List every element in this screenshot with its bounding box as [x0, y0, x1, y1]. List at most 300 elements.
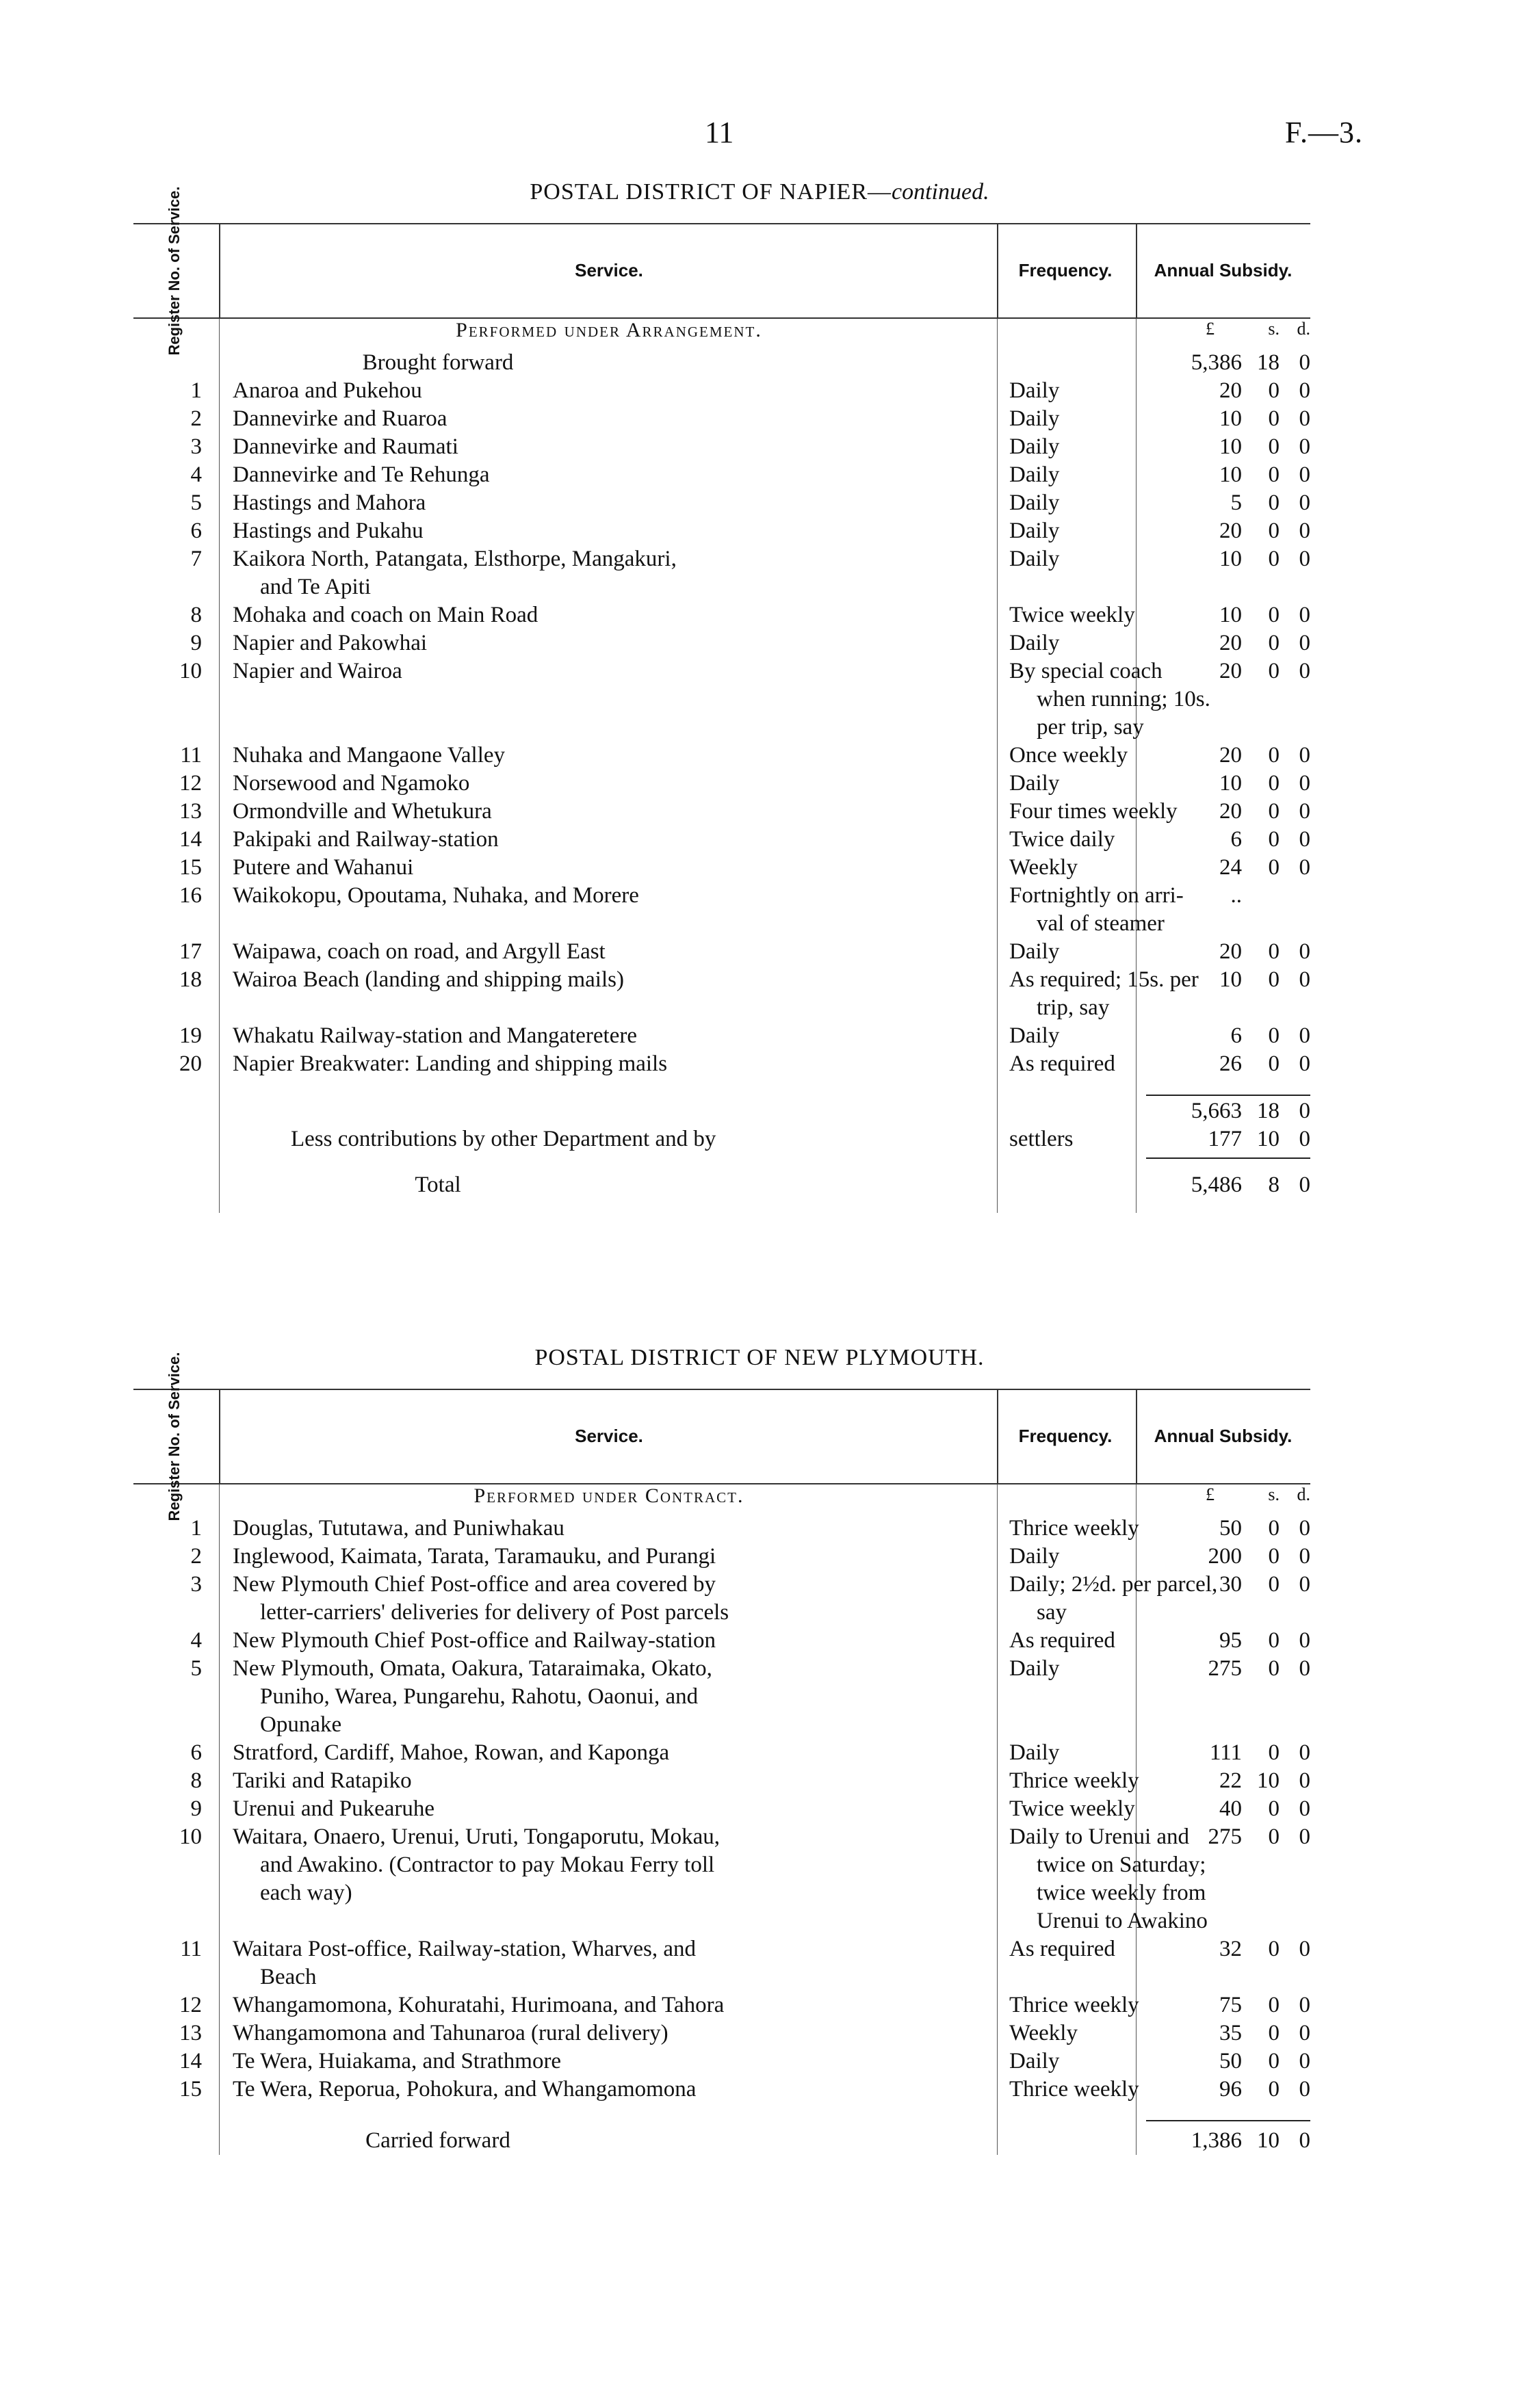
- service-line: Nuhaka and Mangaone Valley: [233, 743, 506, 768]
- subsidy-pounds: 26: [1219, 1051, 1242, 1076]
- carried-forward-row: [133, 2127, 1310, 2155]
- register-number: 14: [179, 827, 202, 852]
- table-row: [133, 629, 1310, 657]
- subsidy-pence: 0: [1299, 1051, 1310, 1076]
- subsidy-pence: 0: [1299, 771, 1310, 796]
- subsidy-pounds: 20: [1219, 743, 1242, 768]
- subsidy-shillings: 0: [1268, 2021, 1280, 2045]
- service-description: [233, 601, 985, 629]
- table-row: [133, 1022, 1310, 1050]
- napier-title: [0, 179, 1519, 205]
- service-description: [233, 1935, 985, 1991]
- subsidy-shillings: 0: [1268, 1544, 1280, 1569]
- subsidy-shillings: 0: [1268, 2049, 1280, 2073]
- service-description: [233, 2047, 985, 2076]
- column-divider: [219, 1390, 220, 1483]
- service-line: Whangamomona and Tahunaroa (rural delivery): [233, 2021, 668, 2045]
- subsidy-pounds: 1,386: [1191, 2128, 1242, 2153]
- service-line: Waitara Post-office, Railway-station, Wharves, and: [233, 1937, 696, 1961]
- register-number: 5: [190, 490, 202, 515]
- frequency-line: Thrice weekly: [1009, 1768, 1139, 1793]
- subsidy-pounds: 50: [1219, 2049, 1242, 2073]
- register-number: 5: [190, 1656, 202, 1681]
- service-line: Dannevirke and Te Rehunga: [233, 462, 490, 487]
- subsidy-shillings: 0: [1268, 490, 1280, 515]
- subsidy-pounds: 6: [1230, 1023, 1242, 1048]
- subsidy-pounds: 20: [1219, 939, 1242, 964]
- subsidy-pounds: 111: [1209, 1740, 1242, 1765]
- total-label: Total: [415, 1173, 461, 1197]
- frequency-line: Twice weekly: [1009, 1796, 1135, 1821]
- service-line: Napier and Wairoa: [233, 659, 402, 683]
- table-row: [133, 2076, 1310, 2104]
- new-plymouth-title: POSTAL DISTRICT OF NEW PLYMOUTH.: [534, 1345, 985, 1370]
- service-description: [233, 1543, 985, 1571]
- service-line: Dannevirke and Ruaroa: [233, 406, 447, 431]
- subsidy-pounds: 10: [1219, 434, 1242, 459]
- service-line: Kaikora North, Patangata, Elsthorpe, Mangakuri,: [233, 547, 677, 571]
- subsidy-shillings: 10: [1257, 1127, 1280, 1151]
- service-line: Douglas, Tututawa, and Puniwhakau: [233, 1516, 564, 1541]
- subsidy-shillings: 18: [1257, 1099, 1280, 1123]
- table-row: [133, 1571, 1310, 1627]
- subsidy-pence: 0: [1299, 1173, 1310, 1197]
- register-header-label: Register No. of Service.: [166, 186, 183, 356]
- service-description: [233, 826, 985, 854]
- service-description: [233, 629, 985, 657]
- less-contributions-label-continued: settlers: [1009, 1127, 1074, 1151]
- register-number: 10: [179, 659, 202, 683]
- register-number: 19: [179, 1023, 202, 1048]
- frequency-line: Fortnightly on arri-: [1009, 883, 1184, 908]
- subsidy-shillings: 0: [1268, 1628, 1280, 1653]
- service-line: Napier Breakwater: Landing and shipping mails: [233, 1051, 668, 1076]
- frequency-line: Daily: [1009, 2049, 1060, 2073]
- subsidy-pence: 0: [1299, 547, 1310, 571]
- service-description: [233, 854, 985, 882]
- subsidy-pounds: 275: [1208, 1656, 1242, 1681]
- service-description: [233, 966, 985, 994]
- table-row: [133, 489, 1310, 517]
- subsidy-pence: 0: [1299, 855, 1310, 880]
- service-description: [233, 2019, 985, 2047]
- subsidy-shillings: 0: [1268, 1023, 1280, 1048]
- service-description: [233, 1627, 985, 1655]
- service-line: Whakatu Railway-station and Mangateretere: [233, 1023, 638, 1048]
- subsidy-shillings: 0: [1268, 631, 1280, 655]
- subsidy-pence: 0: [1299, 603, 1310, 627]
- service-line: Dannevirke and Raumati: [233, 434, 458, 459]
- service-line: New Plymouth Chief Post-office and Railway-station: [233, 1628, 716, 1653]
- frequency-line: twice on Saturday;: [1037, 1853, 1206, 1877]
- subsidy-pounds: 275: [1208, 1824, 1242, 1849]
- service-line: Opunake: [260, 1712, 342, 1737]
- subsidy-shillings: 8: [1268, 1173, 1280, 1197]
- subsidy-pounds: 10: [1219, 406, 1242, 431]
- subsidy-shillings: 0: [1268, 659, 1280, 683]
- subsidy-shillings: 10: [1257, 1768, 1280, 1793]
- frequency-line: Daily: [1009, 631, 1060, 655]
- table-row: [133, 826, 1310, 854]
- table-row: [133, 1991, 1310, 2019]
- service-line: Pakipaki and Railway-station: [233, 827, 499, 852]
- frequency-line: Four times weekly: [1009, 799, 1178, 824]
- service-description: [233, 517, 985, 545]
- spacer: [133, 1153, 1310, 1171]
- subsidy-pence: 0: [1299, 1544, 1310, 1569]
- column-divider: [219, 224, 220, 317]
- table-row: [133, 938, 1310, 966]
- subsidy-pence: 0: [1299, 350, 1310, 375]
- register-number: 12: [179, 771, 202, 796]
- register-header-label: Register No. of Service.: [166, 1352, 183, 1521]
- subsidy-pounds: 177: [1208, 1127, 1242, 1151]
- spacer: [133, 1078, 1310, 1097]
- subsidy-pounds: 5,663: [1191, 1099, 1242, 1123]
- spacer: [133, 2104, 1310, 2127]
- service-header: Service.: [575, 260, 643, 280]
- subsidy-shillings: 18: [1257, 350, 1280, 375]
- service-line: Anaroa and Pukehou: [233, 378, 422, 403]
- service-line: Norsewood and Ngamoko: [233, 771, 470, 796]
- service-line: Hastings and Pukahu: [233, 519, 424, 543]
- service-line: Mohaka and coach on Main Road: [233, 603, 538, 627]
- subsidy-pounds: 96: [1219, 2077, 1242, 2102]
- subsidy-pounds: 95: [1219, 1628, 1242, 1653]
- subsidy-pence: 0: [1299, 2128, 1310, 2153]
- register-number: 11: [180, 1937, 202, 1961]
- service-description: [233, 1022, 985, 1050]
- subsidy-pence: 0: [1299, 967, 1310, 992]
- subsidy-pounds: 20: [1219, 378, 1242, 403]
- frequency-line: twice weekly from: [1037, 1881, 1206, 1905]
- subsidy-shillings: 0: [1268, 1572, 1280, 1597]
- subsidy-pence: 0: [1299, 631, 1310, 655]
- subsidy-pounds: 24: [1219, 855, 1242, 880]
- service-description: [233, 545, 985, 601]
- currency-pounds: £: [1206, 1484, 1215, 1504]
- frequency-line: Twice weekly: [1009, 603, 1135, 627]
- subsidy-pence: 0: [1299, 2021, 1310, 2045]
- subsidy-pence: 0: [1299, 743, 1310, 768]
- subsidy-pounds: 20: [1219, 631, 1242, 655]
- table-row: [133, 1627, 1310, 1655]
- frequency-line: As required; 15s. per: [1009, 967, 1199, 992]
- subsidy-shillings: 0: [1268, 378, 1280, 403]
- register-number: 3: [190, 1572, 202, 1597]
- subsidy-pence: 0: [1299, 1937, 1310, 1961]
- frequency-header: Frequency.: [1018, 260, 1113, 280]
- section-heading: [133, 1484, 1310, 1515]
- table-row: [133, 882, 1310, 938]
- subsidy-shillings: 0: [1268, 1796, 1280, 1821]
- subsidy-pence: 0: [1299, 1796, 1310, 1821]
- subsidy-pence: 0: [1299, 1628, 1310, 1653]
- subsidy-pounds: 40: [1219, 1796, 1242, 1821]
- subsidy-shillings: 0: [1268, 547, 1280, 571]
- new-plymouth-table-body: [133, 1484, 1310, 2155]
- frequency-line: when running; 10s.: [1037, 687, 1210, 711]
- sum-rule: [1146, 2120, 1310, 2121]
- subsidy-pence: 0: [1299, 799, 1310, 824]
- frequency-line: Weekly: [1009, 855, 1078, 880]
- subsidy-shillings: 0: [1268, 434, 1280, 459]
- service-line: Tariki and Ratapiko: [233, 1768, 412, 1793]
- table-row: [133, 657, 1310, 742]
- service-description: [233, 1739, 985, 1767]
- subsidy-pounds: 6: [1230, 827, 1242, 852]
- table-row: [133, 770, 1310, 798]
- sum-rule: [1146, 1157, 1310, 1159]
- subsidy-pounds: 10: [1219, 547, 1242, 571]
- subsidy-shillings: 0: [1268, 1516, 1280, 1541]
- table-row: [133, 1543, 1310, 1571]
- service-line: and Awakino. (Contractor to pay Mokau Ferry toll: [260, 1853, 715, 1877]
- service-line: Te Wera, Reporua, Pohokura, and Whangamomona: [233, 2077, 697, 2102]
- subtotal-row: [133, 1097, 1310, 1125]
- subsidy-pounds: 22: [1219, 1768, 1242, 1793]
- subsidy-pence: 0: [1299, 1656, 1310, 1681]
- register-number: 7: [190, 547, 202, 571]
- table-row: [133, 1795, 1310, 1823]
- frequency-line: Twice daily: [1009, 827, 1115, 852]
- frequency-line: Daily: [1009, 519, 1060, 543]
- service-line: Beach: [260, 1965, 317, 1989]
- service-line: Puniho, Warea, Pungarehu, Rahotu, Oaonui, and: [260, 1684, 699, 1709]
- frequency-line: Daily: [1009, 771, 1060, 796]
- service-description: [233, 1050, 985, 1078]
- subsidy-shillings: 0: [1268, 1740, 1280, 1765]
- service-line: letter-carriers' deliveries for delivery of Post parcels: [260, 1600, 729, 1625]
- service-description: [233, 882, 985, 910]
- subsidy-pence: 0: [1299, 519, 1310, 543]
- subsidy-shillings: 0: [1268, 519, 1280, 543]
- subsidy-shillings: 0: [1268, 2077, 1280, 2102]
- frequency-line: trip, say: [1037, 995, 1110, 1020]
- page-reference: F.—3.: [1285, 116, 1363, 149]
- frequency-line: Daily: [1009, 547, 1060, 571]
- subsidy-header: Annual Subsidy.: [1154, 260, 1293, 280]
- frequency-line: per trip, say: [1037, 715, 1144, 740]
- service-line: Napier and Pakowhai: [233, 631, 428, 655]
- currency-shillings: s.: [1268, 1484, 1280, 1504]
- currency-pence: d.: [1297, 1484, 1310, 1504]
- register-number: 4: [190, 462, 202, 487]
- service-line: Wairoa Beach (landing and shipping mails): [233, 967, 624, 992]
- frequency-line: Daily: [1009, 1544, 1060, 1569]
- register-number: 9: [190, 631, 202, 655]
- service-description: [233, 1655, 985, 1739]
- register-number: 1: [190, 378, 202, 403]
- frequency-line: say: [1037, 1600, 1067, 1625]
- register-number: 9: [190, 1796, 202, 1821]
- subsidy-pence: 0: [1299, 939, 1310, 964]
- service-line: Urenui and Pukearuhe: [233, 1796, 435, 1821]
- frequency-line: As required: [1009, 1051, 1115, 1076]
- table-row: [133, 1655, 1310, 1739]
- register-number: 8: [190, 1768, 202, 1793]
- subsidy-shillings: 0: [1268, 406, 1280, 431]
- service-line: Whangamomona, Kohuratahi, Hurimoana, and Tahora: [233, 1993, 725, 2017]
- subsidy-pounds: 5: [1230, 490, 1242, 515]
- subsidy-pence: 0: [1299, 406, 1310, 431]
- subsidy-shillings: 0: [1268, 967, 1280, 992]
- sum-rule: [1146, 1095, 1310, 1096]
- napier-title-main: POSTAL DISTRICT OF NAPIER—: [530, 179, 892, 205]
- subsidy-pounds: 10: [1219, 967, 1242, 992]
- service-description: [233, 1571, 985, 1627]
- register-number: 4: [190, 1628, 202, 1653]
- service-description: [233, 377, 985, 405]
- subsidy-shillings: 10: [1257, 2128, 1280, 2153]
- register-header: [133, 186, 216, 356]
- subsidy-pence: 0: [1299, 1516, 1310, 1541]
- register-number: 2: [190, 1544, 202, 1569]
- section-title: Performed under Contract.: [473, 1484, 744, 1507]
- service-description: [233, 1991, 985, 2019]
- service-line: Stratford, Cardiff, Mahoe, Rowan, and Kaponga: [233, 1740, 670, 1765]
- service-description: [233, 657, 985, 685]
- section-title: Performed under Arrangement.: [456, 319, 762, 341]
- table-row: [133, 517, 1310, 545]
- table-row: [133, 1739, 1310, 1767]
- subsidy-shillings: 0: [1268, 1824, 1280, 1849]
- frequency-line: Once weekly: [1009, 743, 1128, 768]
- subsidy-shillings: 0: [1268, 939, 1280, 964]
- service-description: [233, 489, 985, 517]
- frequency-line: Daily: [1009, 1023, 1060, 1048]
- subsidy-pounds: 32: [1219, 1937, 1242, 1961]
- subsidy-shillings: 0: [1268, 799, 1280, 824]
- frequency-line: Daily: [1009, 1656, 1060, 1681]
- napier-title-suffix: continued.: [892, 179, 989, 205]
- carried-forward-label: Carried forward: [365, 2128, 510, 2153]
- frequency-line: By special coach: [1009, 659, 1163, 683]
- register-header: [133, 1352, 216, 1521]
- frequency-line: val of steamer: [1037, 911, 1165, 936]
- subsidy-pounds: 20: [1219, 799, 1242, 824]
- register-number: 16: [179, 883, 202, 908]
- frequency-line: Daily to Urenui and: [1009, 1824, 1190, 1849]
- frequency-line: Daily: [1009, 939, 1060, 964]
- service-line: Waikokopu, Opoutama, Nuhaka, and Morere: [233, 883, 639, 908]
- service-description: [233, 2076, 985, 2104]
- register-number: 18: [179, 967, 202, 992]
- subsidy-shillings: 0: [1268, 1656, 1280, 1681]
- subsidy-pounds: 10: [1219, 603, 1242, 627]
- frequency-line: Urenui to Awakino: [1037, 1909, 1208, 1933]
- table-row: [133, 854, 1310, 882]
- register-number: 11: [180, 743, 202, 768]
- subsidy-pounds: 5,486: [1191, 1173, 1242, 1197]
- service-description: [233, 798, 985, 826]
- frequency-line: Daily: [1009, 406, 1060, 431]
- table-row: [133, 545, 1310, 601]
- subsidy-pounds: 75: [1219, 1993, 1242, 2017]
- page-number: 11: [705, 116, 734, 149]
- subsidy-pence: 0: [1299, 1768, 1310, 1793]
- table-row: [133, 966, 1310, 1022]
- table-row: [133, 461, 1310, 489]
- table-row: [133, 1935, 1310, 1991]
- frequency-header: Frequency.: [1018, 1426, 1113, 1446]
- frequency-line: Thrice weekly: [1009, 1516, 1139, 1541]
- subsidy-pounds: 50: [1219, 1516, 1242, 1541]
- subsidy-shillings: 0: [1268, 1993, 1280, 2017]
- frequency-line: Thrice weekly: [1009, 1993, 1139, 2017]
- service-description: [233, 742, 985, 770]
- table-row: [133, 1050, 1310, 1078]
- subsidy-shillings: 0: [1268, 855, 1280, 880]
- subsidy-pence: 0: [1299, 1740, 1310, 1765]
- frequency-line: Daily: [1009, 490, 1060, 515]
- register-number: 20: [179, 1051, 202, 1076]
- subsidy-pounds: 200: [1208, 1544, 1242, 1569]
- subsidy-pence: 0: [1299, 659, 1310, 683]
- table-row: [133, 1515, 1310, 1543]
- register-number: 15: [179, 2077, 202, 2102]
- total-row: [133, 1171, 1310, 1213]
- service-description: [233, 1515, 985, 1543]
- service-line: each way): [260, 1881, 352, 1905]
- subsidy-pence: 0: [1299, 462, 1310, 487]
- subsidy-shillings: 0: [1268, 743, 1280, 768]
- table-row: [133, 405, 1310, 433]
- service-line: Waitara, Onaero, Urenui, Uruti, Tongaporutu, Mokau,: [233, 1824, 720, 1849]
- service-description: [233, 405, 985, 433]
- frequency-line: Thrice weekly: [1009, 2077, 1139, 2102]
- service-header: Service.: [575, 1426, 643, 1446]
- table-row: [133, 377, 1310, 405]
- register-number: 10: [179, 1824, 202, 1849]
- frequency-line: As required: [1009, 1937, 1115, 1961]
- frequency-line: Weekly: [1009, 2021, 1078, 2045]
- less-contributions-row: [133, 1125, 1310, 1153]
- subsidy-pounds: 20: [1219, 659, 1242, 683]
- service-description: [233, 1823, 985, 1907]
- service-line: Te Wera, Huiakama, and Strathmore: [233, 2049, 562, 2073]
- section-heading: [133, 319, 1310, 349]
- currency-pounds: £: [1206, 319, 1215, 339]
- register-number: 15: [179, 855, 202, 880]
- frequency-line: As required: [1009, 1628, 1115, 1653]
- brought-forward-label: Brought forward: [362, 350, 514, 375]
- register-number: 6: [190, 1740, 202, 1765]
- subsidy-pence: 0: [1299, 827, 1310, 852]
- subsidy-pence: 0: [1299, 1099, 1310, 1123]
- subsidy-pounds: 20: [1219, 519, 1242, 543]
- currency-pence: d.: [1297, 319, 1310, 339]
- table-row: [133, 601, 1310, 629]
- table-row: [133, 433, 1310, 461]
- service-line: and Te Apiti: [260, 575, 372, 599]
- register-number: 14: [179, 2049, 202, 2073]
- frequency-line: Daily: [1009, 378, 1060, 403]
- service-description: [233, 938, 985, 966]
- frequency-line: Daily: [1009, 1740, 1060, 1765]
- subsidy-pence: 0: [1299, 434, 1310, 459]
- subsidy-pounds: 30: [1219, 1572, 1242, 1597]
- table-row: [133, 2019, 1310, 2047]
- service-line: Hastings and Mahora: [233, 490, 426, 515]
- brought-forward-row: [133, 349, 1310, 377]
- register-number: 3: [190, 434, 202, 459]
- subsidy-pounds: 5,386: [1191, 350, 1242, 375]
- service-line: Waipawa, coach on road, and Argyll East: [233, 939, 606, 964]
- subsidy-pence: 0: [1299, 1993, 1310, 2017]
- register-number: 13: [179, 2021, 202, 2045]
- register-number: 6: [190, 519, 202, 543]
